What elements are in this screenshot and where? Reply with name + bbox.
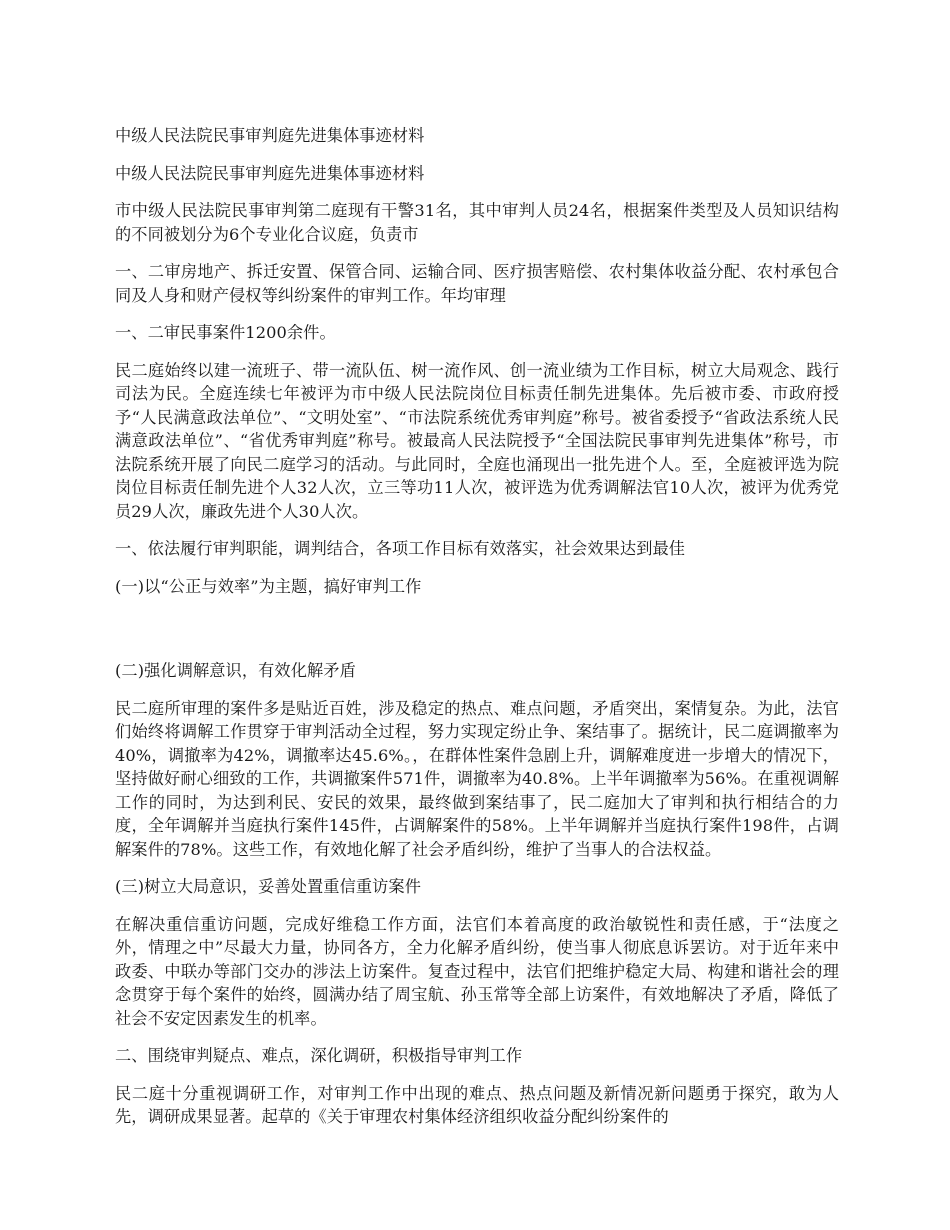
- document-body: [115, 124, 839, 1143]
- section-heading: 二、围绕审判疑点、难点，深化调研，积极指导审判工作: [115, 1046, 523, 1065]
- body-paragraph: 市中级人民法院民事审判第二庭现有干警31名，其中审判人员24名，根据案件类型及人员知识结构的不同被划分为6个专业化合议庭，负责市: [115, 201, 839, 244]
- body-paragraph: 民二庭所审理的案件多是贴近百姓，涉及稳定的热点、难点问题，矛盾突出，案情复杂。为此，法官们始终将调解工作贯穿于审判活动全过程，努力实现定纷止争、案结事了。据统计，民二庭调撤率为40%，调撤率为42%，调撤率达45.6%。，在群体性案件急剧上升，调解难度进一步增大的情况下，坚持做好耐心细致的工作，共调撤案件571件，调撤率为40.8%。上半年调撤率为56%。在重视调解工作的同时，为达到利民、安民的效果，最终做到案结事了，民二庭加大了审判和执行相结合的力度，全年调解并当庭执行案件145件，占调解案件的58%。上半年调解并当庭执行案件198件，占调解案件的78%。这些工作，有效地化解了社会矛盾纠纷，维护了当事人的合法权益。: [115, 698, 839, 859]
- body-paragraph: 民二庭十分重视调研工作，对审判工作中出现的难点、热点问题及新情况新问题勇于探究，敢为人先，调研成果显著。起草的《关于审理农村集体经济组织收益分配纠纷案件的: [115, 1083, 839, 1126]
- body-paragraph: 在解决重信重访问题，完成好维稳工作方面，法官们本着高度的政治敏锐性和责任感，于“法度之外，情理之中”尽最大力量，协同各方，全力化解矛盾纠纷，使当事人彻底息诉罢访。对于近年来中政委、中联办等部门交办的涉法上访案件。复查过程中，法官们把维护稳定大局、构建和谐社会的理念贯穿于每个案件的始终，圆满办结了周宝航、孙玉常等全部上访案件，有效地解决了矛盾，降低了社会不安定因素发生的机率。: [115, 914, 839, 1028]
- subsection-heading: (三)树立大局意识，妥善处置重信重访案件: [115, 877, 422, 896]
- body-paragraph: 一、二审房地产、拆迁安置、保管合同、运输合同、医疗损害赔偿、农村集体收益分配、农村承包合同及人身和财产侵权等纠纷案件的审判工作。年均审理: [115, 262, 839, 305]
- subsection-heading: (二)强化调解意识，有效化解矛盾: [115, 661, 356, 680]
- blank-space: [115, 612, 839, 659]
- document-subtitle: 中级人民法院民事审判庭先进集体事迹材料: [115, 163, 425, 183]
- body-paragraph: 一、二审民事案件1200余件。: [115, 323, 336, 342]
- body-paragraph: 民二庭始终以建一流班子、带一流队伍、树一流作风、创一流业绩为工作目标，树立大局观念、践行司法为民。全庭连续七年被评为市中级人民法院岗位目标责任制先进集体。先后被市委、市政府授予“人民满意政法单位”、“文明处室”、“市法院系统优秀审判庭”称号。被省委授予“省政法系统人民满意政法单位”、“省优秀审判庭”称号。被最高人民法院授予“全国法院民事审判先进集体”称号，市法院系统开展了向民二庭学习的活动。与此同时，全庭也涌现出一批先进个人。至，全庭被评选为院岗位目标责任制先进个人32人次，立三等功11人次，被评选为优秀调解法官10人次，被评为优秀党员29人次，廉政先进个人30人次。: [115, 360, 839, 521]
- subsection-heading: (一)以“公正与效率”为主题，搞好审判工作: [115, 576, 422, 596]
- document-title: 中级人民法院民事审判庭先进集体事迹材料: [115, 126, 425, 145]
- section-heading: 一、依法履行审判职能，调判结合，各项工作目标有效落实，社会效果达到最佳: [115, 539, 686, 558]
